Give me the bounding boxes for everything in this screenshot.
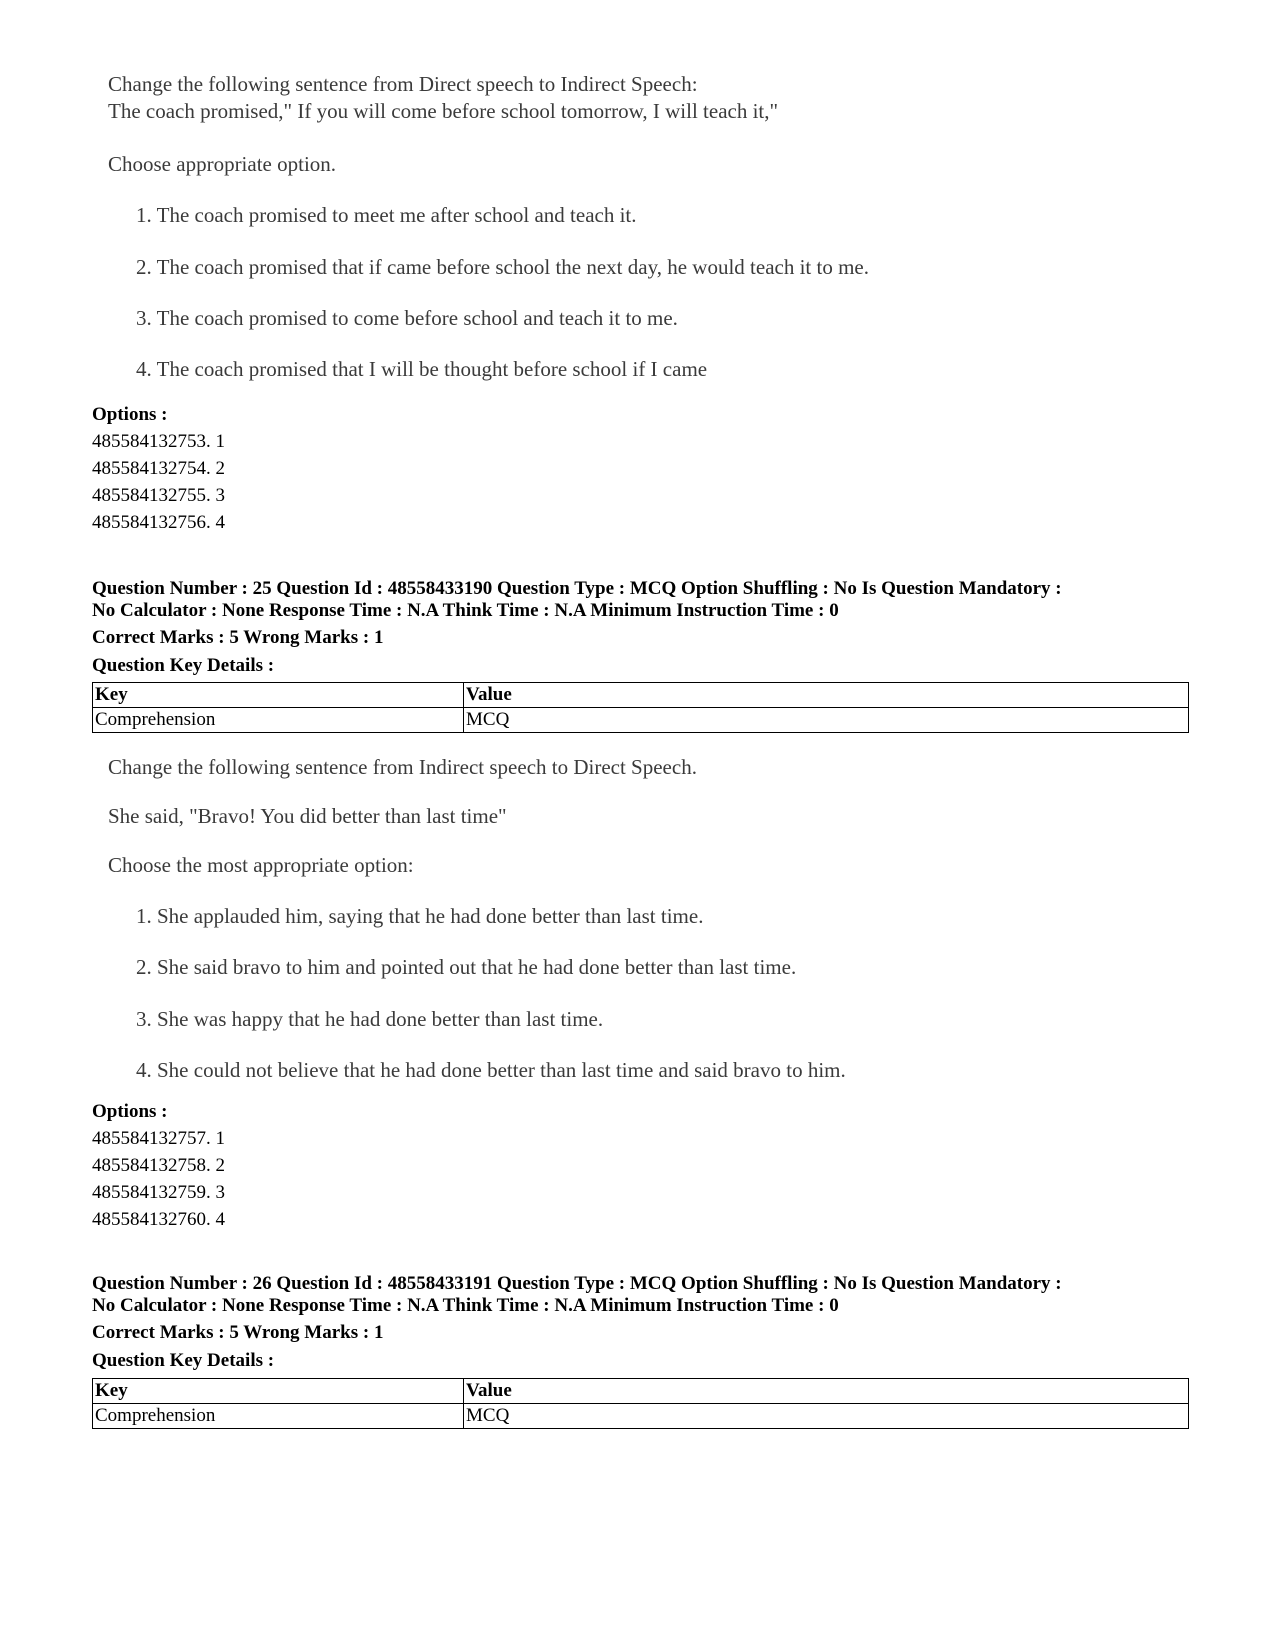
table-header-row [93,1379,1189,1404]
question-meta-line2: No Calculator : None Response Time : N.A Think Time : N.A Minimum Instruction Time : 0 [92,600,839,621]
question-meta-line1: Question Number : 25 Question Id : 48558433190 Question Type : MCQ Option Shuffling : No Is Question Mandatory : [92,578,1062,599]
option-item: 485584132753. 1 [92,431,225,452]
value-header: Value [464,1379,1189,1404]
q26-key-table [92,1378,1189,1429]
q24-choice-4: 4. The coach promised that I will be thought before school if I came [136,357,708,381]
options-label: Options : [92,1101,168,1122]
q25-key-table [92,682,1189,733]
question-meta-line2: No Calculator : None Response Time : N.A Think Time : N.A Minimum Instruction Time : 0 [92,1295,839,1316]
q25-choice-4: 4. She could not believe that he had done better than last time and said bravo to him. [136,1058,846,1082]
key-cell: Comprehension [93,708,464,733]
table-row [93,1404,1189,1429]
q25-instruction: Change the following sentence from Indirect speech to Direct Speech. [108,755,697,779]
q25-prompt: Choose the most appropriate option: [108,853,414,877]
key-cell: Comprehension [93,1404,464,1429]
q25-question-content [108,755,1108,1085]
value-cell: MCQ [464,1404,1189,1429]
q26-header [92,1273,1182,1373]
q24-sentence: The coach promised," If you will come before school tomorrow, I will teach it," [108,99,779,123]
value-cell: MCQ [464,708,1189,733]
question-meta-line1: Question Number : 26 Question Id : 48558433191 Question Type : MCQ Option Shuffling : No Is Question Mandatory : [92,1273,1062,1294]
value-header: Value [464,683,1189,708]
q25-header [92,578,1182,678]
question-marks: Correct Marks : 5 Wrong Marks : 1 [92,627,384,648]
q24-options [92,404,1182,534]
q24-prompt: Choose appropriate option. [108,152,337,176]
key-details-label: Question Key Details : [92,655,275,676]
key-details-label: Question Key Details : [92,1350,275,1371]
option-item: 485584132758. 2 [92,1155,225,1176]
table-header-row [93,683,1189,708]
options-label: Options : [92,404,168,425]
q24-question-content [108,72,1108,392]
q24-choice-3: 3. The coach promised to come before school and teach it to me. [136,306,678,330]
key-header: Key [93,683,464,708]
option-item: 485584132757. 1 [92,1128,225,1149]
option-item: 485584132759. 3 [92,1182,225,1203]
q25-choice-1: 1. She applauded him, saying that he had done better than last time. [136,904,704,928]
option-item: 485584132756. 4 [92,512,225,533]
q24-choice-1: 1. The coach promised to meet me after school and teach it. [136,203,637,227]
q25-sentence: She said, "Bravo! You did better than last time" [108,804,507,828]
table-row [93,708,1189,733]
q24-instruction: Change the following sentence from Direct speech to Indirect Speech: [108,72,698,96]
q25-options [92,1101,1182,1231]
option-item: 485584132755. 3 [92,485,225,506]
q24-choice-2: 2. The coach promised that if came before school the next day, he would teach it to me. [136,255,870,279]
q25-choice-2: 2. She said bravo to him and pointed out that he had done better than last time. [136,955,797,979]
question-marks: Correct Marks : 5 Wrong Marks : 1 [92,1322,384,1343]
option-item: 485584132760. 4 [92,1209,225,1230]
q25-choice-3: 3. She was happy that he had done better than last time. [136,1007,604,1031]
key-header: Key [93,1379,464,1404]
option-item: 485584132754. 2 [92,458,225,479]
